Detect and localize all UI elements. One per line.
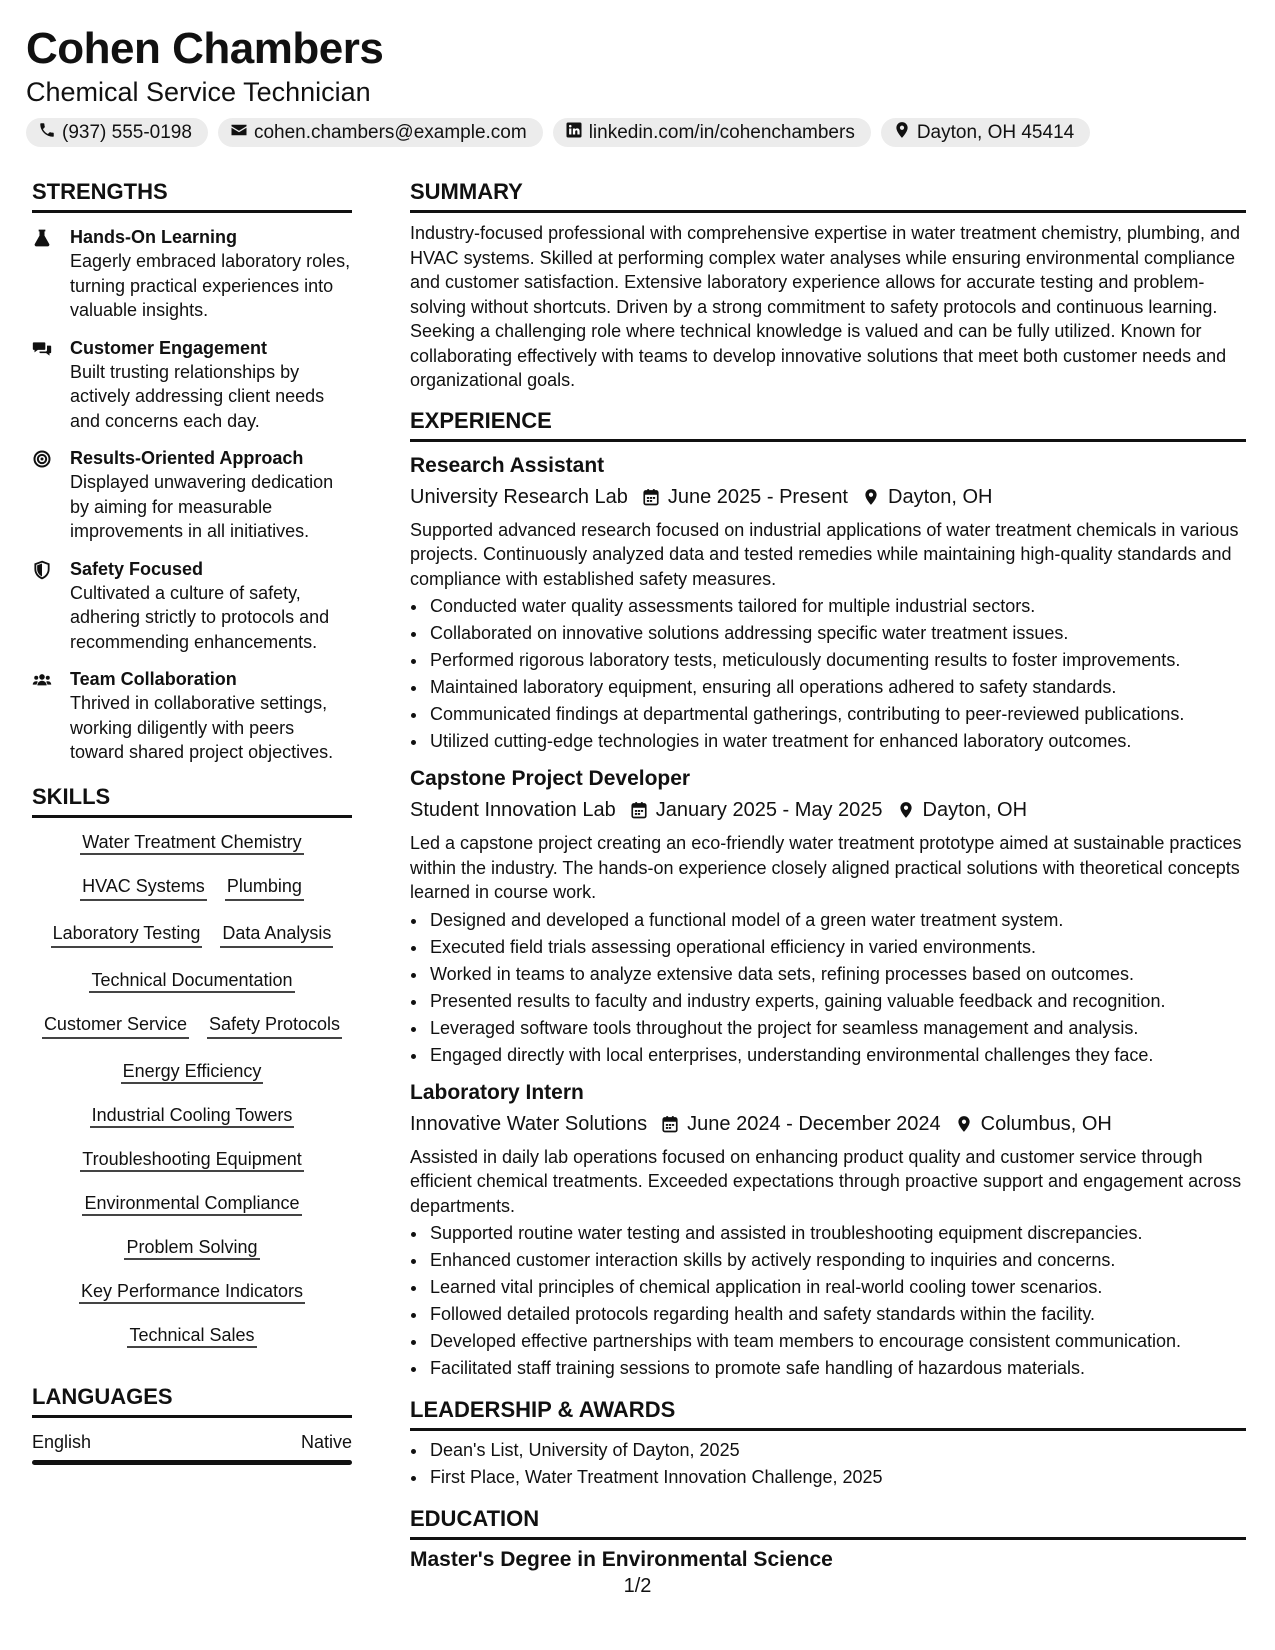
skill-row	[32, 1103, 352, 1127]
position-title: Capstone Project Developer	[410, 767, 691, 790]
skill-row	[32, 1279, 352, 1303]
location-text: Dayton, OH 45414	[916, 121, 1075, 143]
award-item: • Dean's List, University of Dayton, 2025	[428, 1437, 1246, 1464]
target-icon	[32, 446, 70, 544]
contact-linkedin[interactable]	[553, 118, 871, 147]
skill-tag: Safety Protocols	[207, 1012, 342, 1039]
skill-tag: Laboratory Testing	[51, 921, 203, 948]
achievement-item: • Executed field trials assessing operational efficiency in varied environments.	[428, 934, 1246, 961]
position-title: Laboratory Intern	[410, 1080, 584, 1104]
strength-item	[32, 446, 352, 544]
skill-tag: HVAC Systems	[80, 874, 207, 901]
awards-list	[410, 1437, 1246, 1491]
organization: Innovative Water Solutions	[410, 1112, 648, 1135]
contact-phone[interactable]	[26, 118, 208, 147]
skill-tag: Problem Solving	[124, 1237, 259, 1260]
achievement-item: • Worked in teams to analyze extensive data sets, refining processes based on outcomes.	[428, 961, 1246, 988]
experience-entry	[410, 452, 1246, 756]
language-row	[32, 1432, 352, 1453]
skill-tag: Data Analysis	[220, 921, 333, 948]
skill-tag: Industrial Cooling Towers	[90, 1105, 295, 1128]
skill-tag: Troubleshooting Equipment	[80, 1149, 303, 1172]
skill-tag: Plumbing	[225, 874, 304, 901]
languages-heading: LANGUAGES	[32, 1383, 352, 1418]
strength-item	[32, 667, 352, 765]
achievement-list	[410, 1220, 1246, 1382]
calendar-icon	[661, 1115, 679, 1133]
achievement-item: • Learned vital principles of chemical application in real-world cooling tower scenarios.	[428, 1274, 1246, 1301]
achievement-item: • Utilized cutting-edge technologies in water treatment for enhanced laboratory outcomes.	[428, 728, 1246, 755]
skill-tag: Technical Sales	[127, 1325, 256, 1348]
achievement-item: • Engaged directly with local enterprises, understanding environmental challenges they face.	[428, 1042, 1246, 1069]
skill-row	[32, 1235, 352, 1259]
language-level-bar	[32, 1460, 352, 1465]
resume-header	[26, 22, 1246, 147]
right-column	[410, 178, 1246, 1574]
achievement-item: • Maintained laboratory equipment, ensuring all operations adhered to safety standards.	[428, 674, 1246, 701]
experience-entry	[410, 1079, 1246, 1383]
position-description: Led a capstone project creating an eco-friendly water treatment prototype aimed at sustainable practices within the industry. The hands-on experience closely aligned practical solutions with theoretical concepts learned in course work.	[410, 833, 1242, 902]
comments-icon	[32, 336, 70, 434]
awards-heading: LEADERSHIP & AWARDS	[410, 1396, 1246, 1431]
achievement-list	[410, 907, 1246, 1069]
skill-tag: Key Performance Indicators	[79, 1281, 305, 1304]
left-column	[32, 178, 352, 1465]
skill-row	[32, 1059, 352, 1083]
strength-item	[32, 225, 352, 323]
strength-item	[32, 557, 352, 655]
position-meta	[410, 796, 1246, 824]
skills-heading: SKILLS	[32, 783, 352, 818]
strength-title: Safety Focused	[70, 558, 204, 579]
skill-tag: Technical Documentation	[89, 970, 294, 993]
achievement-item: • Supported routine water testing and assisted in troubleshooting equipment discrepancies.	[428, 1220, 1246, 1247]
strength-title: Results-Oriented Approach	[70, 448, 304, 468]
skill-tag: Environmental Compliance	[82, 1193, 301, 1216]
experience-heading: EXPERIENCE	[410, 407, 1246, 442]
skill-row	[32, 830, 352, 854]
education-heading: EDUCATION	[410, 1505, 1246, 1540]
strength-title: Hands-On Learning	[70, 227, 238, 247]
skill-row	[32, 1147, 352, 1171]
strengths-heading: STRENGTHS	[32, 178, 352, 213]
linkedin-icon	[565, 121, 583, 145]
map-pin-icon	[955, 1115, 973, 1133]
job-title: Chemical Service Technician	[26, 77, 371, 107]
achievement-list	[410, 593, 1246, 755]
achievement-item: • Conducted water quality assessments tailored for multiple industrial sectors.	[428, 593, 1246, 620]
shield-icon	[32, 557, 70, 655]
envelope-icon	[230, 121, 248, 145]
achievement-item: • Designed and developed a functional model of a green water treatment system.	[428, 907, 1246, 934]
organization: Student Innovation Lab	[410, 799, 616, 821]
position-title: Research Assistant	[410, 453, 605, 477]
linkedin-text: linkedin.com/in/cohenchambers	[588, 121, 855, 143]
organization: University Research Lab	[410, 485, 628, 508]
achievement-item: • Performed rigorous laboratory tests, meticulously documenting results to foster improvements.	[428, 647, 1246, 674]
language-level: Native	[300, 1431, 352, 1452]
calendar-icon	[630, 801, 648, 819]
phone-text: (937) 555-0198	[62, 121, 192, 143]
dates: January 2025 - May 2025	[655, 799, 883, 821]
strength-desc: Eagerly embraced laboratory roles, turning practical experiences into valuable insights.	[70, 251, 351, 320]
strength-title: Customer Engagement	[70, 337, 268, 358]
position-description: Assisted in daily lab operations focused on enhancing product quality and customer service through efficient chemical treatments. Exceeded expectations through proactive support and engagement across departments.	[410, 1146, 1242, 1216]
map-pin-icon	[893, 121, 911, 145]
page-number: 1/2	[623, 1575, 652, 1597]
summary-text: Industry-focused professional with comprehensive expertise in water treatment chemistry, plumbing, and HVAC systems. Skilled at performing complex water analyses while ensuring environmental compliance and customer satisfaction. Extensive laboratory experience allows for accurate testing and problem-solving without shortcuts. Driven by a strong commitment to safety protocols and continuous learning. Seeking a challenging role where technical knowledge is valued and can be fully utilized. Known for collaborating effectively with teams to develop innovative solutions that meet both customer needs and organizational goals.	[410, 223, 1241, 390]
achievement-item: • Communicated findings at departmental gatherings, contributing to peer-reviewed publications.	[428, 701, 1246, 728]
skill-row	[32, 1191, 352, 1215]
achievement-item: • Presented results to faculty and industry experts, gaining valuable feedback and recognition.	[428, 988, 1246, 1015]
flask-icon	[32, 225, 70, 323]
position-meta	[410, 483, 1246, 511]
map-pin-icon	[897, 801, 915, 819]
strengths-list	[32, 225, 352, 765]
calendar-icon	[642, 488, 660, 506]
award-item: • First Place, Water Treatment Innovation Challenge, 2025	[428, 1464, 1246, 1491]
users-icon	[32, 667, 70, 765]
dates: June 2025 - Present	[667, 485, 848, 508]
achievement-item: • Enhanced customer interaction skills by actively responding to inquiries and concerns.	[428, 1247, 1246, 1274]
job-location: Dayton, OH	[888, 485, 993, 508]
achievement-item: • Developed effective partnerships with team members to encourage consistent communication.	[428, 1328, 1246, 1355]
strength-desc: Displayed unwavering dedication by aiming for measurable improvements in all initiatives.	[70, 472, 334, 541]
contact-bar	[26, 118, 1246, 147]
job-location: Dayton, OH	[922, 799, 1028, 821]
strength-desc: Built trusting relationships by actively addressing client needs and concerns each day.	[70, 361, 325, 431]
skill-row	[32, 1323, 352, 1347]
strength-title: Team Collaboration	[70, 669, 237, 689]
experience-entry	[410, 765, 1246, 1069]
achievement-item: • Followed detailed protocols regarding health and safety standards within the facility.	[428, 1301, 1246, 1328]
language-name: English	[32, 1431, 92, 1452]
strength-desc: Cultivated a culture of safety, adhering strictly to protocols and recommending enhancements.	[70, 582, 330, 652]
candidate-name: Cohen Chambers	[26, 24, 384, 73]
phone-icon	[38, 121, 56, 145]
job-location: Columbus, OH	[980, 1112, 1112, 1135]
email-text: cohen.chambers@example.com	[253, 121, 527, 143]
strength-item	[32, 336, 352, 434]
position-description: Supported advanced research focused on industrial applications of water treatment chemicals in various projects. Continuously analyzed data and tested remedies while maintaining high-quality standards and compliance with established safety measures.	[410, 519, 1239, 589]
map-pin-icon	[862, 488, 880, 506]
degree-title: Master's Degree in Environmental Science	[410, 1548, 833, 1571]
strength-desc: Thrived in collaborative settings, working diligently with peers toward shared project objectives.	[70, 693, 334, 762]
achievement-item: • Leveraged software tools throughout the project for seamless management and analysis.	[428, 1015, 1246, 1042]
skills-list	[32, 830, 352, 1367]
skill-tag: Water Treatment Chemistry	[80, 832, 303, 855]
skill-tag: Energy Efficiency	[121, 1061, 264, 1084]
skill-tag: Customer Service	[42, 1012, 189, 1039]
contact-location	[881, 118, 1090, 147]
achievement-item: • Facilitated staff training sessions to promote safe handling of hazardous materials.	[428, 1355, 1246, 1382]
skill-row	[32, 968, 352, 992]
achievement-item: • Collaborated on innovative solutions addressing specific water treatment issues.	[428, 620, 1246, 647]
dates: June 2024 - December 2024	[687, 1112, 941, 1135]
position-meta	[410, 1110, 1246, 1138]
contact-email[interactable]	[218, 118, 543, 147]
summary-heading: SUMMARY	[410, 178, 1246, 213]
